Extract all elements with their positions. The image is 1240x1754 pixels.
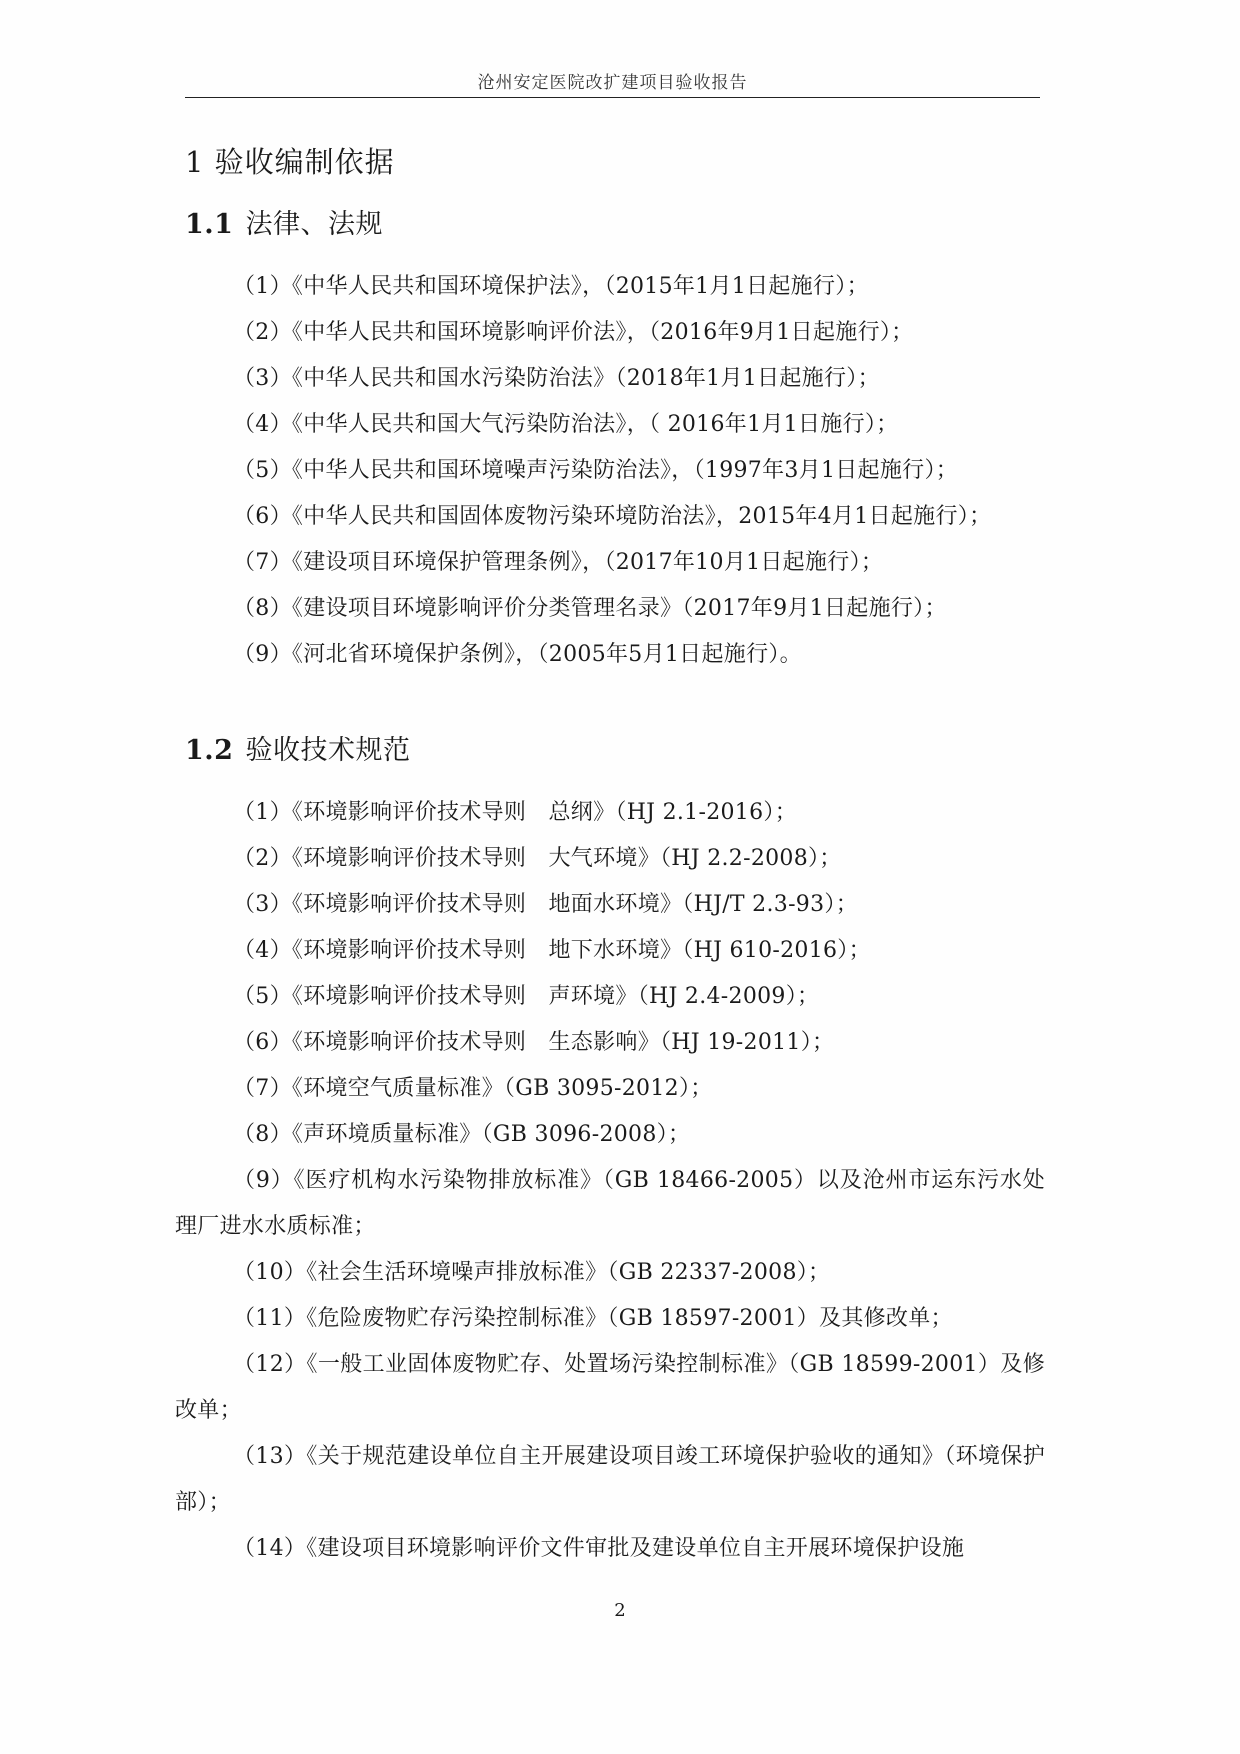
list-item: （10）《社会生活环境噪声排放标准》（GB 22337-2008）； xyxy=(233,1260,831,1285)
list-item: （14）《建设项目环境影响评价文件审批及建设单位自主开展环境保护设施 xyxy=(233,1536,965,1561)
list-item: （11）《危险废物贮存污染控制标准》（GB 18597-2001）及其修改单； xyxy=(233,1306,953,1331)
list-item: （6）《中华人民共和国固体废物污染环境防治法》，2015年4月1日起施行）； xyxy=(233,504,992,529)
section-title: 验收技术规范 xyxy=(245,735,411,766)
list-item: （9）《医疗机构水污染物排放标准》（GB 18466-2005）以及沧州市运东污水处理厂进水水质标准； xyxy=(175,1168,1045,1239)
list-item: （5）《环境影响评价技术导则 声环境》（HJ 2.4-2009）； xyxy=(233,984,820,1009)
section-1-2-list xyxy=(175,790,1045,1572)
list-item: （8）《建设项目环境影响评价分类管理名录》（2017年9月1日起施行）； xyxy=(233,596,947,621)
list-item: （1）《环境影响评价技术导则 总纲》（HJ 2.1-2016）； xyxy=(233,800,798,825)
list-item: （6）《环境影响评价技术导则 生态影响》（HJ 19-2011）； xyxy=(233,1030,835,1055)
section-number: 1.2 xyxy=(185,735,234,766)
list-item: （7）《建设项目环境保护管理条例》，（2017年10月1日起施行）； xyxy=(233,550,884,575)
list-item: （4）《环境影响评价技术导则 地下水环境》（HJ 610-2016）； xyxy=(233,938,871,963)
running-header: 沧州安定医院改扩建项目验收报告 xyxy=(477,73,748,93)
section-title: 法律、法规 xyxy=(245,209,383,240)
section-number: 1.1 xyxy=(185,209,234,240)
list-item: （7）《环境空气质量标准》（GB 3095-2012）； xyxy=(233,1076,713,1101)
list-item: （9）《河北省环境保护条例》，（2005年5月1日起施行）。 xyxy=(233,642,802,667)
section-heading-1-1 xyxy=(185,202,383,241)
list-item: （3）《环境影响评价技术导则 地面水环境》（HJ/T 2.3-93）； xyxy=(233,892,858,917)
list-item: （3）《中华人民共和国水污染防治法》（2018年1月1日起施行）； xyxy=(233,366,880,391)
header-rule xyxy=(185,97,1040,98)
section-1-1-list xyxy=(175,264,1045,678)
list-item: （8）《声环境质量标准》（GB 3096-2008）； xyxy=(233,1122,691,1147)
chapter-title: 1 验收编制依据 xyxy=(185,145,395,179)
page-number: 2 xyxy=(614,1600,626,1621)
list-item: （13）《关于规范建设单位自主开展建设项目竣工环境保护验收的通知》（环境保护部）； xyxy=(175,1444,1045,1515)
list-item: （5）《中华人民共和国环境噪声污染防治法》，（1997年3月1日起施行）； xyxy=(233,458,959,483)
section-heading-1-2 xyxy=(185,728,410,767)
list-item: （2）《中华人民共和国环境影响评价法》，（2016年9月1日起施行）； xyxy=(233,320,914,345)
list-item: （2）《环境影响评价技术导则 大气环境》（HJ 2.2-2008）； xyxy=(233,846,842,871)
list-item: （12）《一般工业固体废物贮存、处置场污染控制标准》（GB 18599-2001）及修改单； xyxy=(175,1352,1045,1423)
list-item: （1）《中华人民共和国环境保护法》，（2015年1月1日起施行）； xyxy=(233,274,869,299)
list-item: （4）《中华人民共和国大气污染防治法》，（ 2016年1月1日施行）； xyxy=(233,412,899,437)
